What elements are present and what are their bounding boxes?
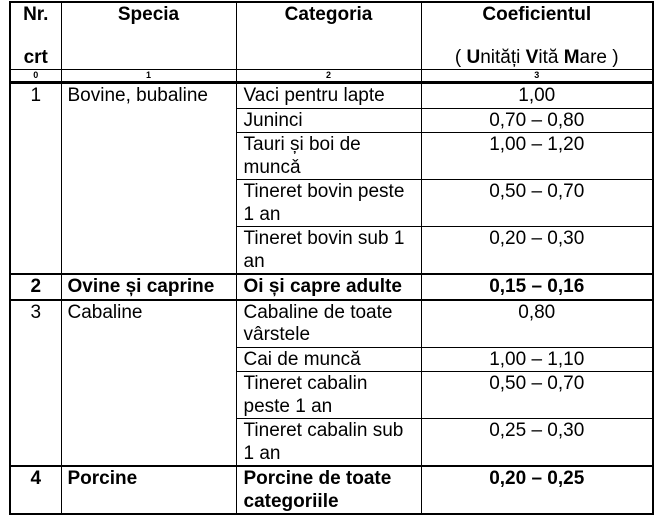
header-specia [61,2,236,70]
category-cell: Tineret bovin sub 1 an [236,227,421,275]
species-cell: Bovine, bubaline [61,83,236,275]
coefficient-cell: 1,00 – 1,10 [421,347,653,372]
category-cell: Vaci pentru lapte [236,83,421,109]
coefficient-cell: 0,70 – 0,80 [421,108,653,133]
species-cell: Cabaline [61,300,236,467]
coefficient-cell: 1,00 [421,83,653,109]
row-number: 1 [10,83,61,275]
category-cell: Porcine de toate categoriile [236,466,421,514]
header-specia-label: Specia [117,4,180,25]
livestock-unit-coefficients-table [9,1,654,515]
category-cell: Oi și capre adulte [236,274,421,300]
column-index-2: 2 [236,70,421,83]
header-coeficientul [421,2,653,70]
header-nr-crt [10,2,61,70]
coefficient-cell: 0,80 [421,300,653,348]
category-cell: Cai de muncă [236,347,421,372]
category-cell: Tineret bovin peste 1 an [236,180,421,227]
row-number: 4 [10,466,61,514]
coefficient-cell: 0,50 – 0,70 [421,180,653,227]
category-cell: Cabaline de toate vârstele [236,300,421,348]
species-cell: Porcine [61,466,236,514]
coefficient-cell: 0,25 – 0,30 [421,419,653,467]
header-crt-label: crt [23,46,48,68]
row-number: 2 [10,274,61,300]
coefficient-cell: 0,50 – 0,70 [421,372,653,419]
header-unit-label: ( Unități Vită Mare ) [454,46,619,68]
column-index-3: 3 [421,70,653,83]
row-number: 3 [10,300,61,467]
table-row [10,83,653,109]
header-nr-label: Nr. [23,4,49,25]
column-index-row [10,70,653,83]
header-coeficientul-label: Coeficientul [482,4,592,25]
header-categoria-label: Categoria [284,4,373,25]
category-cell: Tauri și boi de muncǎ [236,133,421,180]
header-categoria [236,2,421,70]
category-cell: Juninci [236,108,421,133]
species-cell: Ovine și caprine [61,274,236,300]
table-row [10,466,653,514]
header-row [10,2,653,70]
category-cell: Tineret cabalin sub 1 an [236,419,421,467]
column-index-0: 0 [10,70,61,83]
coefficient-cell: 1,00 – 1,20 [421,133,653,180]
coefficient-cell: 0,15 – 0,16 [421,274,653,300]
coefficient-cell: 0,20 – 0,25 [421,466,653,514]
column-index-1: 1 [61,70,236,83]
table-row [10,274,653,300]
category-cell: Tineret cabalin peste 1 an [236,372,421,419]
table-row [10,300,653,348]
coefficient-cell: 0,20 – 0,30 [421,227,653,275]
